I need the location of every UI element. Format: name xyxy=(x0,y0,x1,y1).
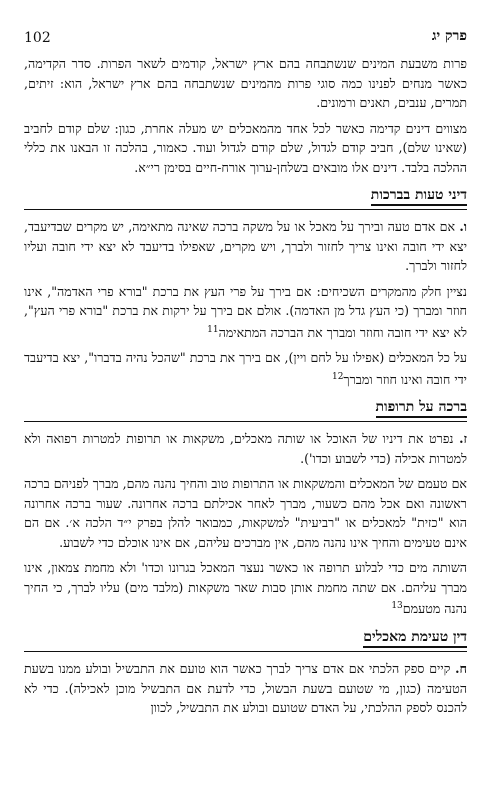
section-heading xyxy=(24,187,467,210)
paragraph-text: נפרט את דיניו של האוכל או שותה מאכלים, משקאות או תרופות למטרות רפואה ולא למטרות אכילה (כדי לשבוע וכדו'). xyxy=(24,431,467,466)
paragraph xyxy=(24,282,467,343)
running-head xyxy=(24,26,467,54)
section-heading xyxy=(24,399,467,422)
page-content xyxy=(24,54,467,718)
footnote-marker[interactable]: 12 xyxy=(331,371,344,382)
paragraph xyxy=(24,474,467,552)
section-heading-text: דיני טעות בברכות xyxy=(371,187,467,206)
paragraph xyxy=(24,348,467,389)
paragraph-text: קיים ספק הלכתי אם אדם צריך לברך כאשר הוא טועם את התבשיל ובולע ממנו בשעת הטעימה (כגון, מי שטועם בשעת הבשול, כדי לדעת אם התבשיל מוכן לאכילה). כדי לא להכנס לספק ההלכתי, על האדם שטועם ובולע את התבשיל, לכוון xyxy=(24,661,467,716)
paragraph-text: מצווים דינים קדימה כאשר לכל אחד מהמאכלים יש מעלה אחרת, כגון: שלם קודם לחביב (שאינו שלם), חביב קודם לגדול, שלם קודם לגדול ועוד. כאמור, בהלכה זו הבאנו את כללי ההלכה בלבד. דינים אלו מובאים בשלחן-ערוך אורח-חיים בסימן רי״א. xyxy=(24,120,467,175)
paragraph-text: אם אדם טעה ובירך על מאכל או על משקה ברכה שאינה מתאימה, יש מקרים שבדיעבד, יצא ידי חובה ואינו צריך לחזור ולברך, ויש מקרים, שאפילו בדיעבד לא יצא ידי חובה ועליו לחזור ולברך. xyxy=(24,219,467,273)
paragraph xyxy=(24,558,467,619)
paragraph-text: על כל המאכלים (אפילו על לחם ויין), אם בירך את ברכת "שהכל נהיה בדברו", יצא בדיעבד ידי חובה ואינו חוזר ומברך xyxy=(24,350,467,387)
chapter-label: פרק יג xyxy=(431,28,467,44)
paragraph-number: ז. xyxy=(459,431,467,447)
section-heading-text: ברכה על תרופות xyxy=(376,399,467,418)
paragraph xyxy=(24,429,467,468)
paragraph-text: נציין חלק מהמקרים השכיחים: אם בירך על פרי העץ את ברכת "בורא פרי האדמה", אינו חוזר ומברך (כי העץ גדל מן האדמה). אולם אם בירך על ירקות את ברכת "בורא פרי העץ", לא יצא ידי חובה וחוזר ומברך את הברכה המתאימה xyxy=(24,283,467,340)
paragraph-number: ח. xyxy=(455,661,467,677)
paragraph xyxy=(24,217,467,276)
paragraph-number: ו. xyxy=(459,219,467,234)
paragraph-text: אם טעמם של המאכלים והמשקאות או התרופות טוב והחיך נהנה מהם, מברך לפניהם ברכה ראשונה ואם אכל מהם כשעור, מברך לאחר אכילתם ברכה אחרונה. שעור ברכה אחרונה הוא "כזית" למאכלים או "רביעית" למשקאות, כמבואר להלן בפרק י״ד הלכה א׳. אם הם אינם טעימים והחיך אינו נהנה מהם, אין מברכים עליהם, אם אינו אוכלם כדי לשבוע. xyxy=(24,476,467,550)
section-heading xyxy=(24,629,467,652)
section-heading-text: דין טעימת מאכלים xyxy=(363,629,467,648)
footnote-marker[interactable]: 13 xyxy=(391,601,403,612)
paragraph xyxy=(24,659,467,718)
footnote-marker[interactable]: 11 xyxy=(207,324,219,335)
paragraph xyxy=(24,119,467,178)
page-number: 102 xyxy=(24,30,51,46)
paragraph-text: השותה מים כדי לבלוע תרופה או כאשר נעצר המאכל בגרונו וכדו' ולא מחמת צמאון, אינו מברך עליהם. אם שתה מחמת אותן סבות שאר משקאות (מלבד מים) עליו לברך, כי החיך נהנה מטעמם xyxy=(24,560,467,617)
paragraph xyxy=(24,54,467,113)
paragraph-text: פרות משבעת המינים שנשתבחה בהם ארץ ישראל, קודמים לשאר הפרות. סדר הקדימה, כאשר מנחים לפנינו כמה סוגי פרות מהמינים שנשתבחה בהם ארץ ישראל, הוא: זיתים, תמרים, ענבים, תאנים ורמונים. xyxy=(24,56,467,110)
